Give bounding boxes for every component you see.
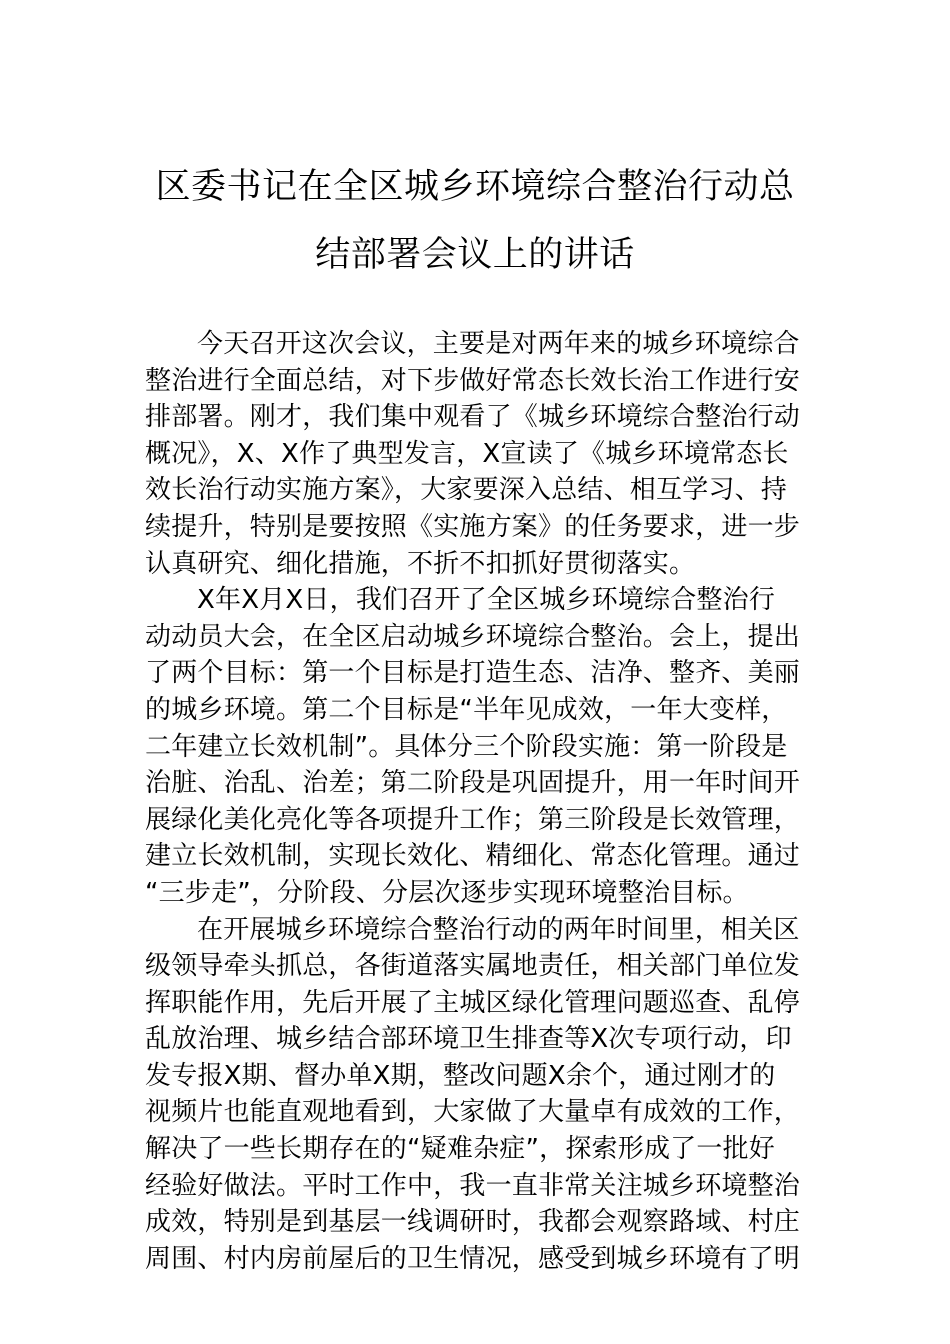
paragraph-1-line-6: 续提升，特别是要按照《实施方案》的任务要求，进一步 [145, 511, 801, 542]
paragraph-1-line-2: 整治进行全面总结，对下步做好常态长效长治工作进行安 [145, 365, 801, 396]
paragraph-3-line-7: 解决了一些长期存在的“疑难杂症”，探索形成了一批好 [145, 1134, 775, 1165]
document-title-line-1: 区委书记在全区城乡环境综合整治行动总 [155, 167, 795, 207]
paragraph-1-line-5: 效长治行动实施方案》，大家要深入总结、相互学习、持 [145, 475, 788, 506]
paragraph-3-line-2: 级领导牵头抓总，各街道落实属地责任，相关部门单位发 [145, 951, 801, 982]
paragraph-3-line-5: 发专报X期、督办单X期，整改问题X余个，通过刚才的 [145, 1060, 776, 1091]
paragraph-2-line-4: 的城乡环境。第二个目标是“半年见成效，一年大变样， [145, 694, 788, 725]
paragraph-2-line-2: 动动员大会，在全区启动城乡环境综合整治。会上，提出 [145, 621, 801, 652]
paragraph-2-line-3: 了两个目标：第一个目标是打造生态、洁净、整齐、美丽 [145, 658, 801, 689]
document-title-line-2: 结部署会议上的讲话 [315, 235, 635, 275]
paragraph-1-line-3: 排部署。刚才，我们集中观看了《城乡环境综合整治行动 [145, 402, 801, 433]
paragraph-2-line-1: X年X月X日，我们召开了全区城乡环境综合整治行 [197, 585, 776, 616]
document-body [145, 326, 815, 1277]
paragraph-3-line-10: 周围、村内房前屋后的卫生情况，感受到城乡环境有了明 [145, 1243, 801, 1274]
paragraph-2-line-5: 二年建立长效机制”。具体分三个阶段实施：第一阶段是 [145, 731, 788, 762]
paragraph-3-line-1: 在开展城乡环境综合整治行动的两年时间里，相关区 [197, 914, 800, 945]
paragraph-1-line-7: 认真研究、细化措施，不折不扣抓好贯彻落实。 [145, 548, 696, 579]
paragraph-1-line-4: 概况》，X、X作了典型发言，X宣读了《城乡环境常态长 [145, 438, 789, 469]
paragraph-3-line-3: 挥职能作用，先后开展了主城区绿化管理问题巡查、乱停 [145, 987, 801, 1018]
paragraph-2-line-8: 建立长效机制，实现长效化、精细化、常态化管理。通过 [145, 841, 801, 872]
paragraph-1-line-1: 今天召开这次会议，主要是对两年来的城乡环境综合 [197, 329, 800, 359]
paragraph-2-line-6: 治脏、治乱、治差；第二阶段是巩固提升，用一年时间开 [145, 768, 801, 799]
paragraph-2-line-9: “三步走”，分阶段、分层次逐步实现环境整治目标。 [145, 877, 749, 908]
paragraph-3-line-9: 成效，特别是到基层一线调研时，我都会观察路域、村庄 [145, 1207, 801, 1238]
paragraph-2-line-7: 展绿化美化亮化等各项提升工作；第三阶段是长效管理， [145, 804, 801, 835]
paragraph-3-line-8: 经验好做法。平时工作中，我一直非常关注城乡环境整治 [145, 1170, 801, 1201]
paragraph-3-line-4: 乱放治理、城乡结合部环境卫生排查等X次专项行动，印 [145, 1024, 792, 1055]
paragraph-3-line-6: 视频片也能直观地看到，大家做了大量卓有成效的工作， [145, 1097, 801, 1128]
